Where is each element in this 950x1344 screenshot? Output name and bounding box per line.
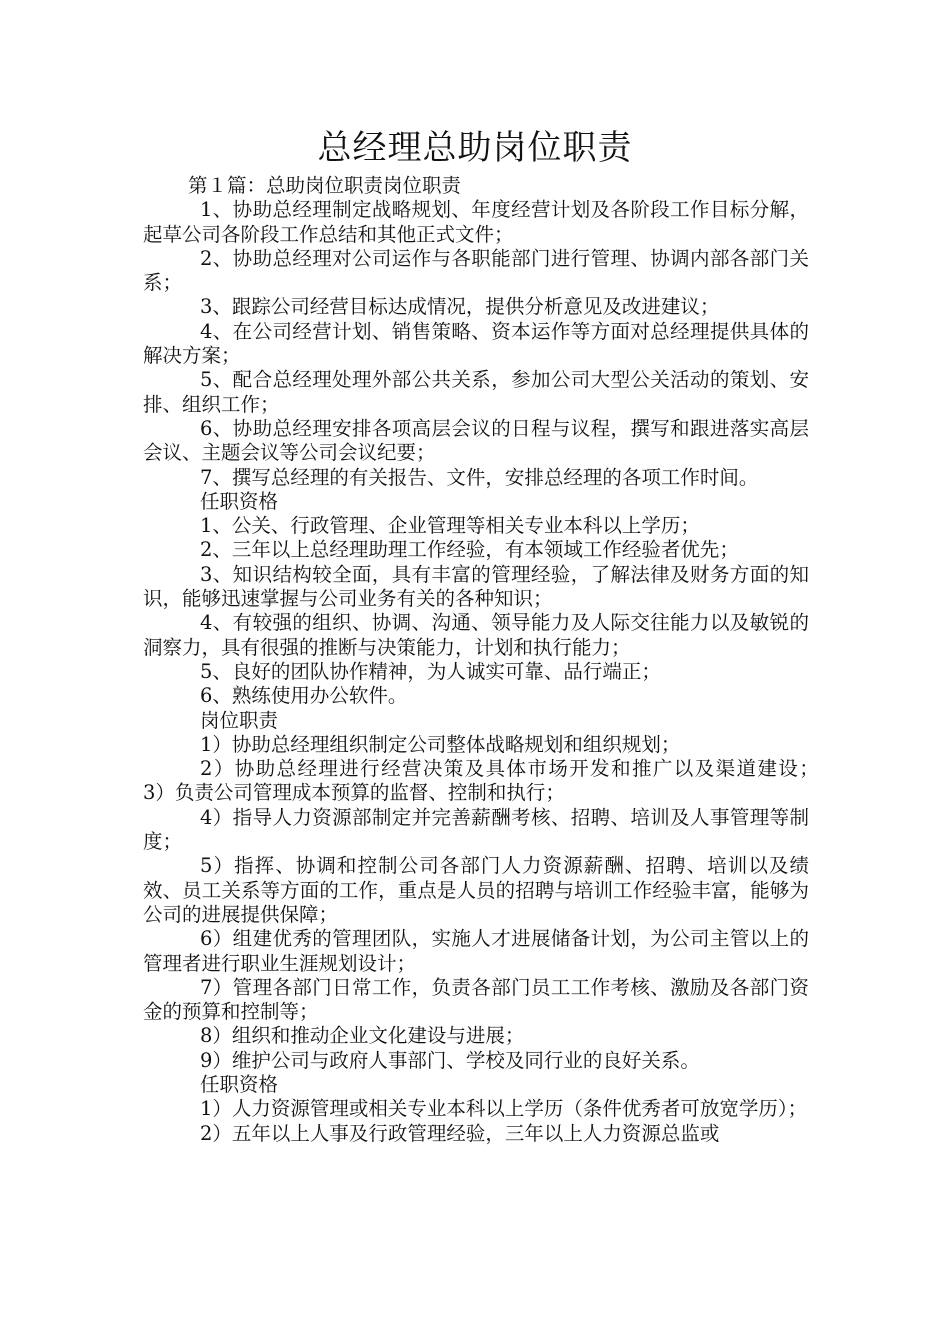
document-paragraph: 5、良好的团队协作精神，为人诚实可靠、品行端正； xyxy=(200,659,661,683)
document-paragraph: 任职资格 xyxy=(200,489,279,513)
document-paragraph: 3、跟踪公司经营目标达成情况，提供分析意见及改进建议； xyxy=(200,295,720,319)
document-paragraph: 2、三年以上总经理助理工作经验，有本领域工作经验者优先； xyxy=(200,538,739,562)
document-paragraph: 4）指导人力资源部制定并完善薪酬考核、招聘、培训及人事管理等制度； xyxy=(143,805,809,854)
document-paragraph: 6、协助总经理安排各项高层会议的日程与议程，撰写和跟进落实高层会议、主题会议等公司会议纪要； xyxy=(143,416,809,465)
document-paragraph: 1）协助总经理组织制定公司整体战略规划和组织规划； xyxy=(200,732,681,756)
document-paragraph: 8）组织和推动企业文化建设与进展； xyxy=(200,1024,525,1048)
document-paragraph: 岗位职责 xyxy=(200,708,279,732)
document-paragraph: 3、知识结构较全面，具有丰富的管理经验，了解法律及财务方面的知识，能够迅速掌握与公司业务有关的各种知识； xyxy=(143,562,809,611)
document-paragraph: 4、在公司经营计划、销售策略、资本运作等方面对总经理提供具体的解决方案； xyxy=(143,319,809,368)
document-paragraph: 7）管理各部门日常工作，负责各部门员工工作考核、激励及各部门资金的预算和控制等； xyxy=(143,975,809,1024)
document-paragraph: 7、撰写总经理的有关报告、文件，安排总经理的各项工作时间。 xyxy=(200,465,759,489)
document-paragraph: 5、配合总经理处理外部公共关系，参加公司大型公关活动的策划、安排、组织工作； xyxy=(143,368,809,416)
document-paragraph: 2）五年以上人事及行政管理经验，三年以上人力资源总监或 xyxy=(200,1121,720,1145)
document-paragraph: 4、有较强的组织、协调、沟通、领导能力及人际交往能力以及敏锐的洞察力，具有很强的推断与决策能力，计划和执行能力； xyxy=(143,611,809,659)
document-paragraph: 1）人力资源管理或相关专业本科以上学历（条件优秀者可放宽学历）； xyxy=(200,1097,808,1121)
document-paragraph: 2、协助总经理对公司运作与各职能部门进行管理、协调内部各部门关系； xyxy=(143,246,809,295)
document-title: 总经理总助岗位职责 xyxy=(317,128,633,168)
document-body xyxy=(143,174,829,1146)
section-heading: 第１篇：总助岗位职责岗位职责 xyxy=(188,174,462,197)
document-paragraph: 9）维护公司与政府人事部门、学校及同行业的良好关系。 xyxy=(200,1048,700,1072)
document-paragraph: 6、熟练使用办公软件。 xyxy=(200,684,408,708)
document-paragraph: 任职资格 xyxy=(200,1072,279,1096)
document-paragraph: 5）指挥、协调和控制公司各部门人力资源薪酬、招聘、培训以及绩效、员工关系等方面的工作，重点是人员的招聘与培训工作经验丰富，能够为公司的进展提供保障； xyxy=(143,854,809,926)
document-paragraph: 6）组建优秀的管理团队，实施人才进展储备计划，为公司主管以上的管理者进行职业生涯规划设计； xyxy=(143,927,809,975)
document-paragraph: 1、公关、行政管理、企业管理等相关专业本科以上学历； xyxy=(200,514,700,538)
document-paragraph: 1、协助总经理制定战略规划、年度经营计划及各阶段工作目标分解，起草公司各阶段工作总结和其他正式文件； xyxy=(143,198,809,246)
document-paragraph: 2）协助总经理进行经营决策及具体市场开发和推广以及渠道建设； 3）负责公司管理成本预算的监督、控制和执行； xyxy=(143,757,829,805)
